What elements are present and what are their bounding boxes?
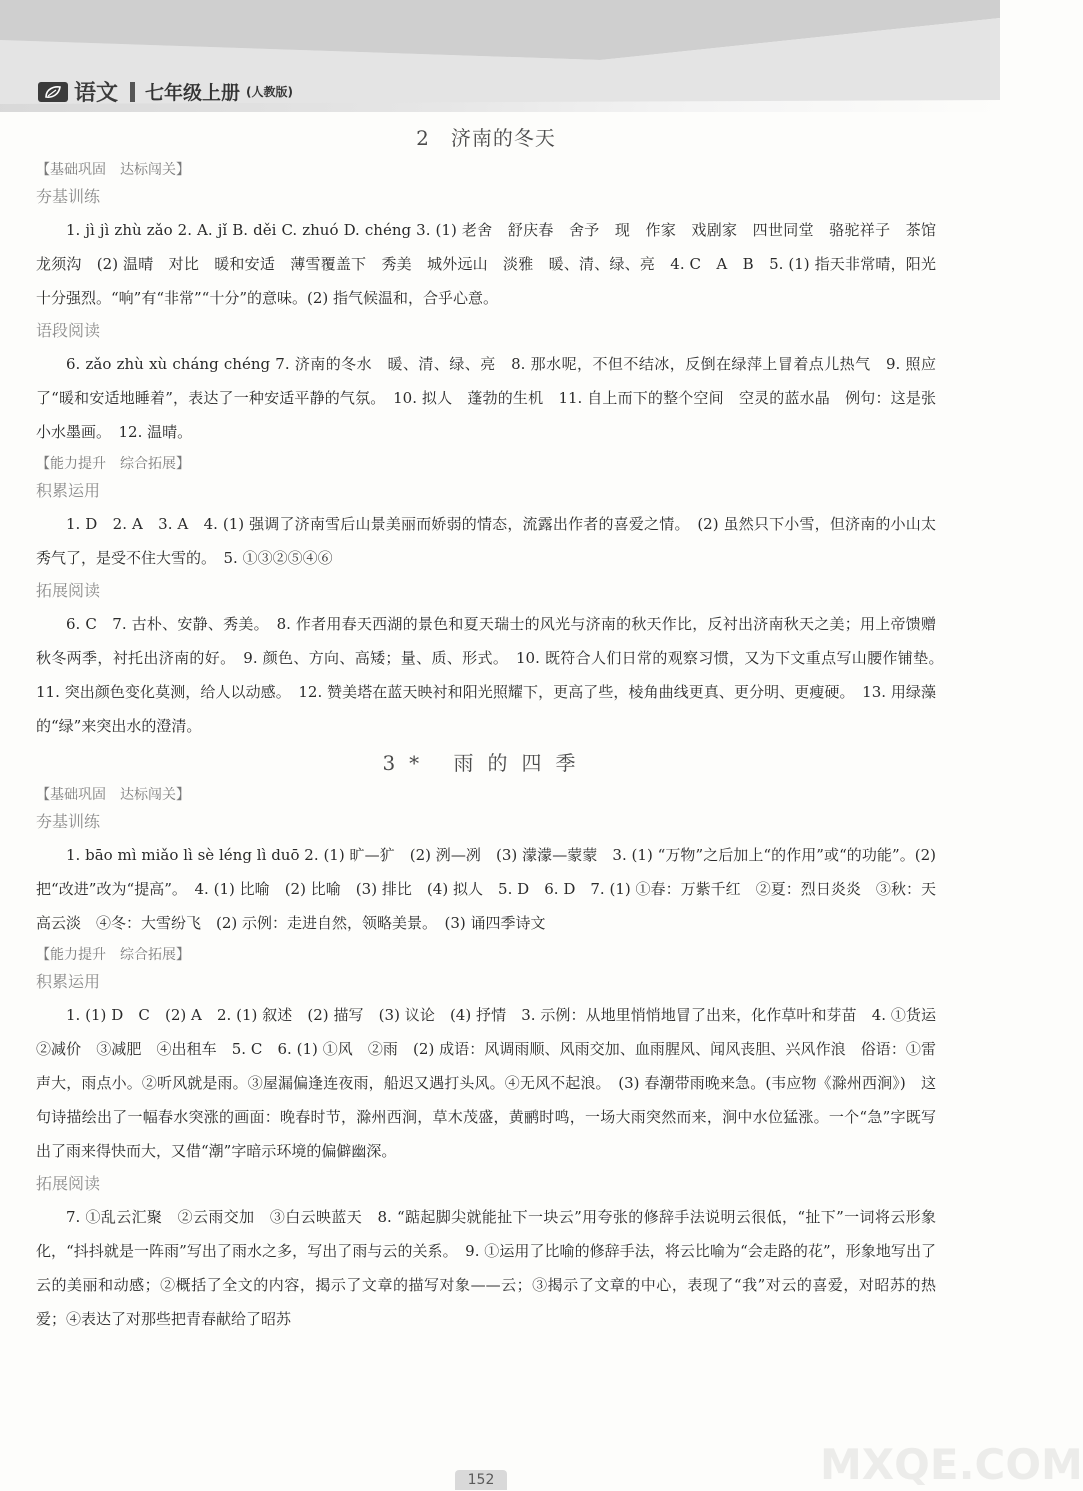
lesson3-sec1-text: 1. bāo mì miǎo lì sè léng lì duō 2. (1) 旷—犷 (2) 洌—冽 (3) 濛濛—蒙蒙 3. (1) “万物”之后加上“的作用”或“的功能”。(2) 把“改进”改为“提高”。 4. (1) 比喻 (2) 比喻 (3) 排比 (4) 拟人 5. D 6. D 7. (1) ①春：万紫千红 ②夏：烈日炎炎 ③秋：天高云淡 ④冬：大雪纷飞 (2) 示例：走进自然，领略美景。 (3) 诵四季诗文	[36, 846, 936, 932]
lesson2-basic-tag: 【基础巩固 达标闯关】	[36, 162, 190, 178]
edition-label: (人教版)	[246, 85, 294, 99]
lesson2-sec4-head: 拓展阅读	[36, 581, 101, 600]
answer-content	[36, 118, 952, 1336]
lesson3-basic-tag: 【基础巩固 达标闯关】	[36, 787, 190, 803]
lesson3-sec1-head: 夯基训练	[36, 812, 101, 831]
lesson2-sec4-text: 6. C 7. 古朴、安静、秀美。 8. 作者用春天西湖的景色和夏天瑞士的风光与济南的秋天作比，反衬出济南秋天之美；用上帝馈赠秋冬两季，衬托出济南的好。 9. 颜色、方向、高矮；量、质、形式。 10. 既符合人们日常的观察习惯，又为下文重点写山腰作铺垫。 11. 突出颜色变化莫测，给人以动感。 12. 赞美塔在蓝天映衬和阳光照耀下，更高了些，棱角曲线更真、更分明、更瘦硬。 13. 用绿藻的“绿”来突出水的澄清。	[36, 615, 952, 735]
lesson2-sec1-head: 夯基训练	[36, 187, 101, 206]
lesson3-sec3-text: 7. ①乱云汇聚 ②云雨交加 ③白云映蓝天 8. “踮起脚尖就能扯下一块云”用夸张的修辞手法说明云很低，“扯下”一词将云形象化，“抖抖就是一阵雨”写出了雨水之多，写出了雨与云的关系。 9. ①运用了比喻的修辞手法，将云比喻为“会走路的花”，形象地写出了云的美丽和动感；②概括了全文的内容，揭示了文章的描写对象——云；③揭示了文章的中心，表现了“我”对云的喜爱，对昭苏的热爱；④表达了对那些把青春献给了昭苏	[36, 1208, 936, 1328]
header-separator	[130, 82, 135, 102]
lesson3-sec3-head: 拓展阅读	[36, 1174, 101, 1193]
page-number: 152	[455, 1470, 507, 1490]
lesson3-sec2-text: 1. (1) D C (2) A 2. (1) 叙述 (2) 描写 (3) 议论 (4) 抒情 3. 示例：从地里悄悄地冒了出来，化作草叶和芽苗 4. ①货运 ②减价 ③减肥 ④出租车 5. C 6. (1) ①风 ②雨 (2) 成语：风调雨顺、风雨交加、血雨腥风、闻风丧胆、兴风作浪 俗语：①雷声大，雨点小。②听风就是雨。③屋漏偏逢连夜雨，船迟又遇打头风。④无风不起浪。 (3) 春潮带雨晚来急。(韦应物《滁州西涧》) 这句诗描绘出了一幅春水突涨的画面：晚春时节，滁州西涧，草木茂盛，黄鹂时鸣，一场大雨突然而来，涧中水位猛涨。一个“急”字既写出了雨来得快而大，又借“潮”字暗示环境的偏僻幽深。	[36, 1006, 952, 1160]
lesson2-sec3-head: 积累运用	[36, 481, 101, 500]
lesson2-ability-tag: 【能力提升 综合拓展】	[36, 456, 190, 472]
watermark: MXQE.COM	[820, 1440, 1083, 1489]
lesson2-sec1-text: 1. jì jì zhù zǎo 2. A. jǐ B. děi C. zhuó D. chéng 3. (1) 老舍 舒庆春 舍予 现 作家 戏剧家 四世同堂 骆驼祥子 茶馆 龙须沟 (2) 温晴 对比 暖和安适 薄雪覆盖下 秀美 城外远山 淡雅 暖、清、绿、亮 4. C A B 5. (1) 指天非常晴，阳光十分强烈。“响”有“非常”“十分”的意味。(2) 指气候温和，合乎心意。	[36, 221, 952, 307]
subject-label: 语文	[74, 81, 119, 106]
grade-label: 七年级上册	[145, 82, 241, 104]
lesson2-sec3-text: 1. D 2. A 3. A 4. (1) 强调了济南雪后山景美丽而娇弱的情态，流露出作者的喜爱之情。 (2) 虽然只下小雪，但济南的小山太秀气了，是受不住大雪的。 5. ①③②⑤④⑥	[36, 515, 936, 567]
lesson2-sec2-head: 语段阅读	[36, 321, 101, 340]
lesson3-sec2-head: 积累运用	[36, 972, 101, 991]
lesson3-title: 3* 雨的四季	[382, 751, 590, 775]
leaf-icon	[38, 82, 68, 102]
lesson2-title: 2 济南的冬天	[416, 126, 556, 150]
lesson2-sec2-text: 6. zǎo zhù xù cháng chéng 7. 济南的冬水 暖、清、绿、亮 8. 那水呢，不但不结冰，反倒在绿萍上冒着点儿热气 9. 照应了“暖和安适地睡着”，表达了一种安适平静的气氛。 10. 拟人 蓬勃的生机 11. 自上而下的整个空间 空灵的蓝水晶 例句：这是张小水墨画。 12. 温晴。	[36, 355, 936, 441]
header-logo	[38, 76, 293, 107]
lesson3-ability-tag: 【能力提升 综合拓展】	[36, 947, 190, 963]
